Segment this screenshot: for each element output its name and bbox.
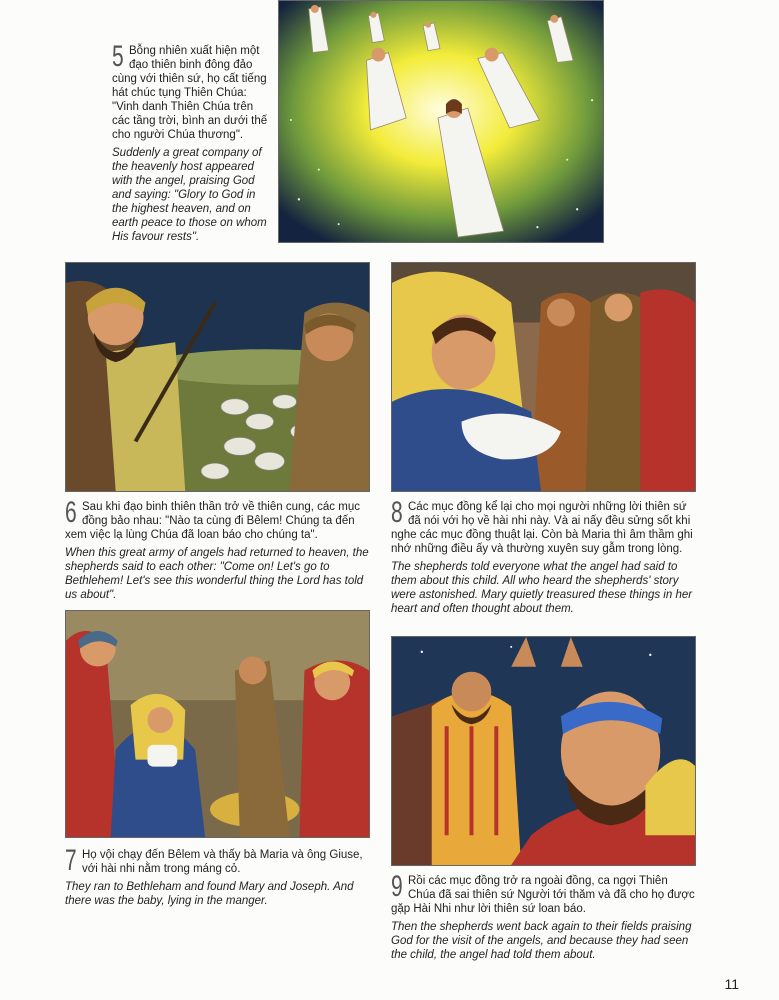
caption-vietnamese: Bỗng nhiên xuất hiện một đạo thiên binh đông đảo cùng với thiên sứ, họ cất tiếng hát chúc tụng Thiên Chúa: "Vinh danh Thiên Chúa trên các tầng trời, bình an dưới thế cho người Chúa thương".: [112, 45, 268, 141]
panel-9-praising-illustration: [391, 636, 696, 866]
panel-number: 5: [112, 40, 124, 73]
caption-7: [65, 844, 371, 908]
caption-english: Suddenly a great company of the heavenly host appeared with the angel, praising God and saying: "Glory to God in the highest heaven, and on earth peace to those on whom His favour rests".: [112, 147, 267, 243]
panel-number: 7: [65, 844, 77, 877]
caption-8: [391, 496, 697, 616]
page-number: 11: [724, 976, 739, 992]
caption-english: When this great army of angels had returned to heaven, the shepherds said to each other: "Come on! Let's go to Bethlehem! Let's see this wonderful thing the Lord has told us about".: [65, 547, 369, 601]
panel-number: 9: [391, 870, 403, 903]
caption-vietnamese: Các mục đồng kể lại cho mọi người những lời thiên sứ đã nói với họ về hài nhi này. Và ai nấy đều sửng sốt khi nghe các mục đồng thuật lại. Còn bà Maria thì âm thầm ghi nhớ những điều ấy và thường xuyên suy gẫm trong lòng.: [391, 501, 693, 555]
caption-9: [391, 870, 697, 962]
panel-5-angels-illustration: [278, 0, 604, 243]
caption-vietnamese: Rồi các mục đồng trở ra ngoài đồng, ca ngợi Thiên Chúa đã sai thiên sứ Người tới thăm và đã cho họ được gặp Hài Nhi như lời thiên sứ loan báo.: [391, 875, 695, 915]
panel-7-nativity-illustration: [65, 610, 370, 838]
caption-6: [65, 496, 371, 602]
panel-number: 8: [391, 496, 403, 529]
caption-english: They ran to Bethleham and found Mary and Joseph. And there was the baby, lying in the manger.: [65, 881, 354, 907]
caption-english: The shepherds told everyone what the angel had said to them about this child. All who heard the shepherds' story were astonished. Mary quietly treasured these things in her heart and often thought about them.: [391, 561, 693, 615]
caption-english: Then the shepherds went back again to their fields praising God for the visit of the angels, and because they had seen the child, the angel had told them about.: [391, 921, 692, 961]
panel-6-shepherds-illustration: [65, 262, 370, 492]
caption-5: [112, 40, 274, 244]
panel-8-mary-illustration: [391, 262, 696, 492]
caption-vietnamese: Họ vội chạy đến Bêlem và thấy bà Maria và ông Giuse, với hài nhi nằm trong máng cỏ.: [82, 849, 363, 875]
caption-vietnamese: Sau khi đạo binh thiên thần trở về thiên cung, các mục đồng bảo nhau: "Nào ta cùng đi Bêlem! Chúng ta đến xem việc lạ lùng Chúa đã loan báo cho chúng ta".: [65, 501, 360, 541]
panel-number: 6: [65, 496, 77, 529]
